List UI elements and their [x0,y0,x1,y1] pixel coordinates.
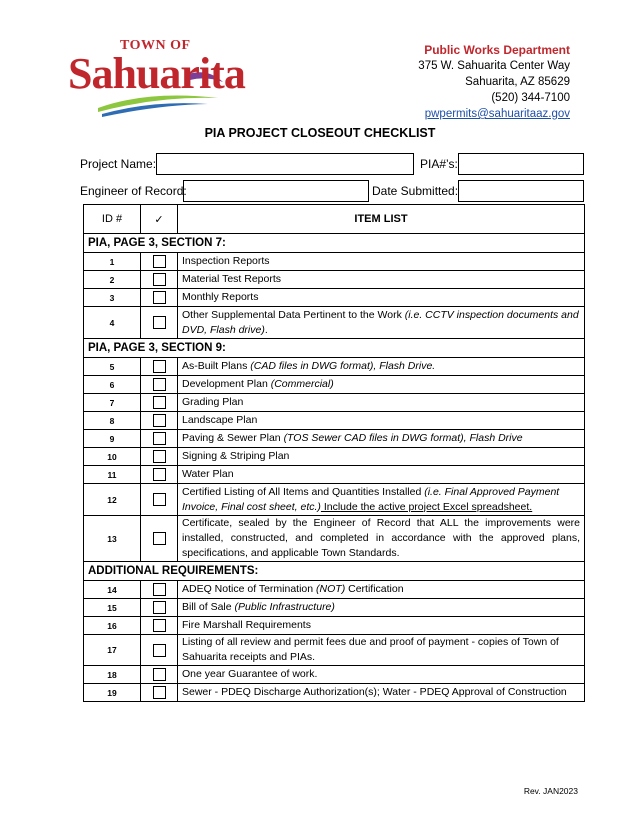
item-text-cell [178,599,585,617]
item-id: 13 [84,516,141,562]
item-text-text: Bill of Sale [182,601,235,613]
item-text-text: Landscape Plan [182,414,258,426]
item-checkbox[interactable] [153,493,166,506]
item-checkbox[interactable] [153,378,166,391]
table-row [84,516,585,562]
item-checkbox[interactable] [153,686,166,699]
item-text-text: Listing of all review and permit fees due and proof of payment - copies of Town of Sahuarita receipts and PIAs. [182,636,559,663]
checkbox-cell [141,484,178,516]
department-title: Public Works Department [424,43,570,57]
item-text-cell [178,666,585,684]
item-text-text: Fire Marshall Requirements [182,619,311,631]
item-id: 17 [84,635,141,666]
table-row [84,684,585,702]
table-row [84,430,585,448]
item-id: 5 [84,358,141,376]
checkbox-cell [141,412,178,430]
item-checkbox[interactable] [153,468,166,481]
item-text-text: Certificate, sealed by the Engineer of Record that ALL the improvements were installed, constructed, and completed in accordance with the approved plans, specifications, and applicable Town Standards. [182,517,580,559]
item-checkbox[interactable] [153,291,166,304]
department-email-link[interactable]: pwpermits@sahuaritaaz.gov [424,108,570,120]
date-submitted-field[interactable] [458,180,584,202]
item-id: 1 [84,253,141,271]
checkbox-cell [141,599,178,617]
checkbox-cell [141,376,178,394]
item-id: 6 [84,376,141,394]
item-text-after: . [264,323,268,336]
item-text-text: Material Test Reports [182,273,282,285]
item-id: 16 [84,617,141,635]
item-checkbox[interactable] [153,432,166,445]
date-submitted-label: Date Submitted: [372,184,459,198]
item-text-text: Paving & Sewer Plan [182,432,284,444]
item-text-text: Certified Listing of All Items and Quantities Installed [182,485,425,498]
checklist-body [84,205,585,702]
item-id: 11 [84,466,141,484]
checkbox-cell [141,617,178,635]
item-id: 12 [84,484,141,516]
section-title: ADDITIONAL REQUIREMENTS: [84,562,585,581]
item-checkbox[interactable] [153,414,166,427]
table-row [84,307,585,339]
checkbox-cell [141,666,178,684]
table-row [84,581,585,599]
section-row [84,339,585,358]
item-text-cell [178,412,585,430]
checkbox-cell [141,253,178,271]
item-text-cell [178,581,585,599]
item-id: 8 [84,412,141,430]
table-row [84,358,585,376]
department-contact [418,42,570,122]
item-text-text: As-Built Plans [182,360,251,372]
item-text-cell [178,376,585,394]
engineer-of-record-field[interactable] [183,180,369,202]
department-phone: (520) 344-7100 [491,92,570,104]
department-address-2: Sahuarita, AZ 85629 [465,76,570,88]
item-text-cell [178,466,585,484]
item-id: 4 [84,307,141,339]
item-id: 10 [84,448,141,466]
item-text-cell [178,448,585,466]
checkbox-cell [141,307,178,339]
item-checkbox[interactable] [153,450,166,463]
project-name-label: Project Name: [80,157,157,171]
table-row [84,666,585,684]
item-text-cell [178,484,585,516]
checkbox-cell [141,289,178,307]
item-text-cell [178,617,585,635]
item-id: 15 [84,599,141,617]
town-logo [68,38,245,118]
item-checkbox[interactable] [153,532,166,545]
item-text-text: ADEQ Notice of Termination [182,583,317,595]
item-text-cell [178,253,585,271]
item-checkbox[interactable] [153,601,166,614]
item-text-cell [178,394,585,412]
checkbox-cell [141,635,178,666]
item-checkbox[interactable] [153,316,166,329]
item-id: 9 [84,430,141,448]
pia-label: PIA#’s: [420,157,458,171]
header-check: ✓ [141,205,178,234]
item-text-italic: (Public Infrastructure) [234,601,335,613]
logo-town-of: TOWN OF [120,38,191,53]
department-address-1: 375 W. Sahuarita Center Way [418,60,570,72]
item-checkbox[interactable] [153,396,166,409]
logo-town-name: Sahuarita [68,49,245,98]
pia-number-field[interactable] [458,153,584,175]
item-checkbox[interactable] [153,668,166,681]
section-title: PIA, PAGE 3, SECTION 9: [84,339,585,358]
item-text-text: Inspection Reports [182,255,270,267]
table-row [84,599,585,617]
item-text-cell [178,516,585,562]
item-text-cell [178,635,585,666]
table-row [84,289,585,307]
checkbox-cell [141,684,178,702]
item-text-text: One year Guarantee of work. [182,668,318,680]
table-row [84,376,585,394]
item-text-underline: Include the active project Excel spreadsheet. [320,500,533,513]
table-row [84,412,585,430]
item-id: 18 [84,666,141,684]
item-text-italic: (Commercial) [270,378,334,390]
checkbox-cell [141,358,178,376]
item-text-italic: (i.e. CCTV inspection documents and DVD, Flash drive) [182,308,579,336]
item-text-text: Signing & Striping Plan [182,450,290,462]
item-text-cell [178,289,585,307]
item-text-text: Other Supplemental Data Pertinent to the Work [182,308,405,321]
form-title: PIA PROJECT CLOSEOUT CHECKLIST [204,126,436,140]
header-item-list: ITEM LIST [178,205,585,234]
item-text-text: Monthly Reports [182,291,259,303]
engineer-label: Engineer of Record: [80,184,187,198]
item-checkbox[interactable] [153,360,166,373]
item-text-text: Grading Plan [182,396,244,408]
item-id: 7 [84,394,141,412]
table-row [84,466,585,484]
section-row [84,562,585,581]
item-checkbox[interactable] [153,273,166,286]
table-row [84,635,585,666]
item-id: 3 [84,289,141,307]
item-text-text: Sewer - PDEQ Discharge Authorization(s); Water - PDEQ Approval of Construction [182,686,567,698]
item-checkbox[interactable] [153,583,166,596]
item-text-cell [178,430,585,448]
header-id: ID # [84,205,141,234]
table-row [84,448,585,466]
item-id: 19 [84,684,141,702]
section-title: PIA, PAGE 3, SECTION 7: [84,234,585,253]
item-checkbox[interactable] [153,619,166,632]
item-text-cell [178,358,585,376]
item-text-italic: (CAD files in DWG format), Flash Drive. [250,360,436,372]
table-row [84,394,585,412]
item-checkbox[interactable] [153,255,166,268]
item-text-italic: (i.e. Final Approved Payment Invoice, Final cost sheet, etc.) [182,485,560,513]
item-checkbox[interactable] [153,644,166,657]
project-name-field[interactable] [156,153,414,175]
checkbox-cell [141,516,178,562]
checkbox-cell [141,448,178,466]
table-row [84,617,585,635]
item-text-cell [178,307,585,339]
checkbox-cell [141,581,178,599]
checkbox-cell [141,430,178,448]
checklist-table [83,204,585,702]
checkbox-cell [141,466,178,484]
item-text-cell [178,684,585,702]
table-row [84,271,585,289]
checkbox-cell [141,271,178,289]
table-header-row [84,205,585,234]
section-row [84,234,585,253]
item-text-italic: (NOT) [316,583,346,595]
item-text-text: Development Plan [182,378,271,390]
item-id: 14 [84,581,141,599]
item-id: 2 [84,271,141,289]
item-text-text: Water Plan [182,468,234,480]
revision-label: Rev. JAN2023 [523,786,578,796]
item-text-after: Certification [345,583,404,595]
table-row [84,484,585,516]
table-row [84,253,585,271]
item-text-cell [178,271,585,289]
checkbox-cell [141,394,178,412]
item-text-italic: (TOS Sewer CAD files in DWG format), Flash Drive [283,432,523,444]
